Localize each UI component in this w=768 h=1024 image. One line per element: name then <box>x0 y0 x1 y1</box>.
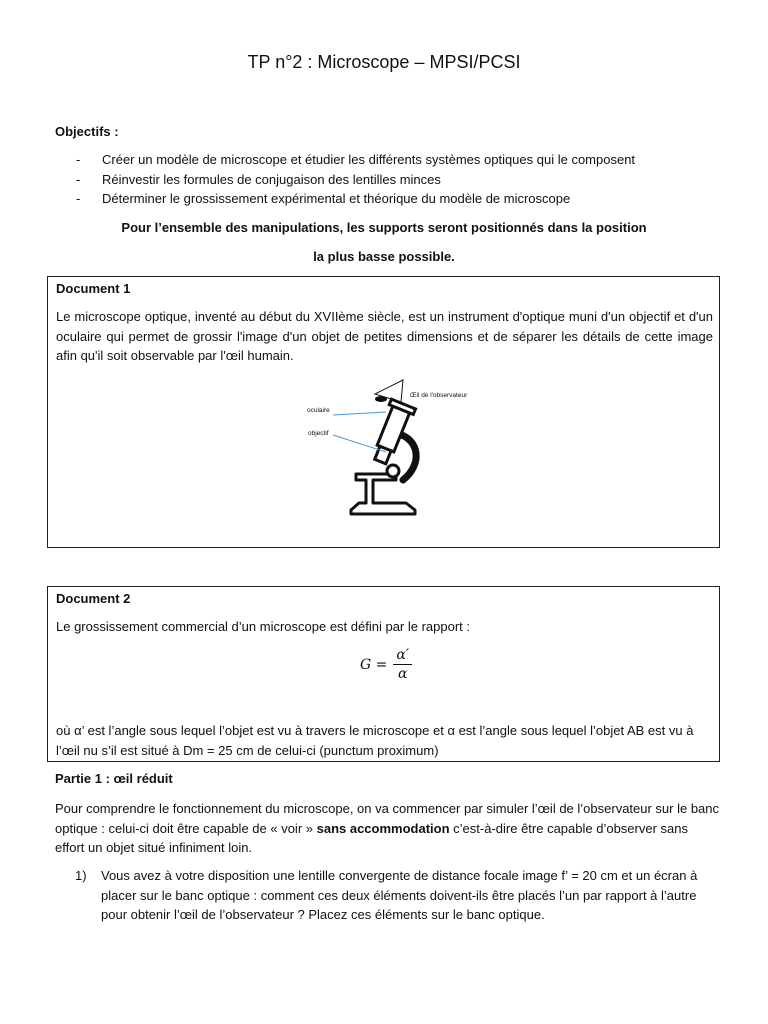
microscope-illustration <box>278 372 478 522</box>
formula-lhs: G = <box>360 656 388 673</box>
notice-line-1: Pour l’ensemble des manipulations, les supports seront positionnés dans la position <box>121 220 647 235</box>
document-2-box <box>47 586 720 762</box>
notice-line-2: la plus basse possible. <box>313 249 455 264</box>
document-1-text: Le microscope optique, inventé au début du XVIIème siècle, est un instrument d'optique muni d'un objectif et d'un oculaire qui permet de grossir l'image d'un objet de petites dimensions et de séparer les détails de cette image afin qu'il soit observable par l'œil humain. <box>56 309 713 363</box>
bullet: - <box>76 152 81 167</box>
document-2-intro: Le grossissement commercial d’un microscope est défini par le rapport : <box>56 619 471 634</box>
list-item <box>76 150 635 170</box>
document-2-text: où α’ est l’angle sous lequel l’objet est vu à travers le microscope et α est l’angle sous lequel l’objet AB est vu à l’œil nu s’il est situé à Dm = 25 cm de celui-ci (punctum proximum) <box>56 723 694 758</box>
document-2-heading: Document 2 <box>56 591 131 606</box>
formula <box>360 647 412 682</box>
list-item <box>76 189 635 209</box>
question-text: Vous avez à votre disposition une lentille convergente de distance focale image f’ = 20 cm et un écran à placer sur le banc optique : comment ces deux éléments doivent-ils être placés l’un par rapport à l’autre pour obtenir l’œil de l’observateur ? Placez ces éléments sur le banc optique. <box>101 868 698 922</box>
list-item <box>76 170 635 190</box>
objective-text: Déterminer le grossissement expérimental et théorique du modèle de microscope <box>102 191 571 206</box>
intro-bold-text: sans accommodation <box>316 820 450 836</box>
objectif-label: objectif <box>308 430 329 437</box>
objective-text: Réinvestir les formules de conjugaison des lentilles minces <box>102 171 441 187</box>
oculaire-label: oculaire <box>307 407 330 414</box>
partie-1-heading: Partie 1 : œil réduit <box>55 771 173 786</box>
partie-1-intro <box>55 799 720 858</box>
eye-icon <box>375 380 403 402</box>
objectives-heading: Objectifs : <box>55 124 119 139</box>
formula-fraction <box>393 647 412 682</box>
document-1-box <box>47 276 720 548</box>
microscope-icon <box>351 399 416 514</box>
bullet: - <box>76 191 81 206</box>
question-number: 1) <box>75 868 87 883</box>
page-title: TP n°2 : Microscope – MPSI/PCSI <box>247 52 521 72</box>
formula-numerator: α′ <box>393 647 412 665</box>
objective-text: Créer un modèle de microscope et étudier les différents systèmes optiques qui le composent <box>102 152 636 167</box>
document-1-heading: Document 1 <box>56 281 131 296</box>
bullet: - <box>76 171 81 187</box>
formula-denominator: α <box>397 666 408 682</box>
eye-label: Œil de l'observateur <box>410 392 468 399</box>
objectives-list <box>76 150 635 209</box>
intro-text: Pour comprendre le fonctionnement du microscope, on va commencer par simuler l’œil de l’observateur sur le banc optique : celui-ci doit être capable de « voir » <box>55 801 720 836</box>
intro-text: c’est-à-dire être capable d’observer sans effort un objet situé infiniment loin. <box>55 820 688 855</box>
question-1 <box>75 866 720 925</box>
